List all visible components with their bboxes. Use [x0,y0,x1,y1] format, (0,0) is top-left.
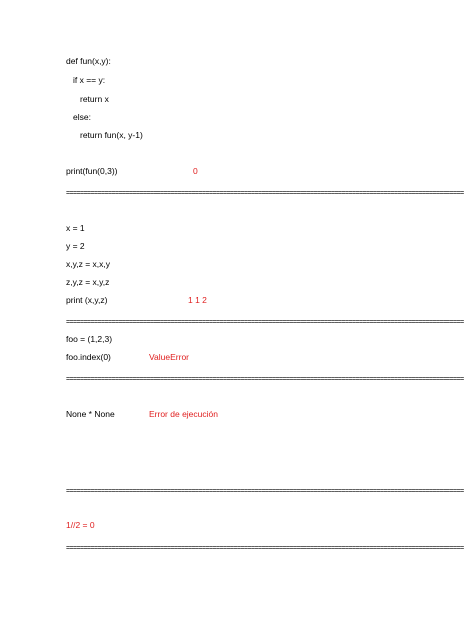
separator-line: ================================================================================================================== [66,190,464,197]
answer-text: Error de ejecución [149,409,218,419]
code-statement: foo.index(0) [66,352,111,362]
separator-line: ================================================================================================================== [66,319,464,326]
code-line: x = 1 [66,223,85,233]
separator-line: ================================================================================================================== [66,545,464,552]
code-line: return x [80,94,109,104]
print-statement: print (x,y,z) [66,295,108,305]
print-statement: print(fun(0,3)) [66,166,118,176]
separator-line: ================================================================================================================== [66,376,464,383]
code-line: return fun(x, y-1) [80,130,143,140]
code-line: y = 2 [66,241,85,251]
separator-line: ================================================================================================================== [66,488,464,495]
code-line: x,y,z = x,x,y [66,259,111,269]
code-line: if x == y: [73,75,106,85]
code-line: def fun(x,y): [66,56,111,66]
code-line: else: [73,112,91,122]
code-statement: None * None [66,409,115,419]
code-line: foo = (1,2,3) [66,334,113,344]
answer-text: 1//2 = 0 [66,520,95,530]
answer-text: 1 1 2 [188,295,207,305]
code-line: z,y,z = x,y,z [66,277,110,287]
answer-text: ValueError [149,352,189,362]
answer-text: 0 [193,166,198,176]
